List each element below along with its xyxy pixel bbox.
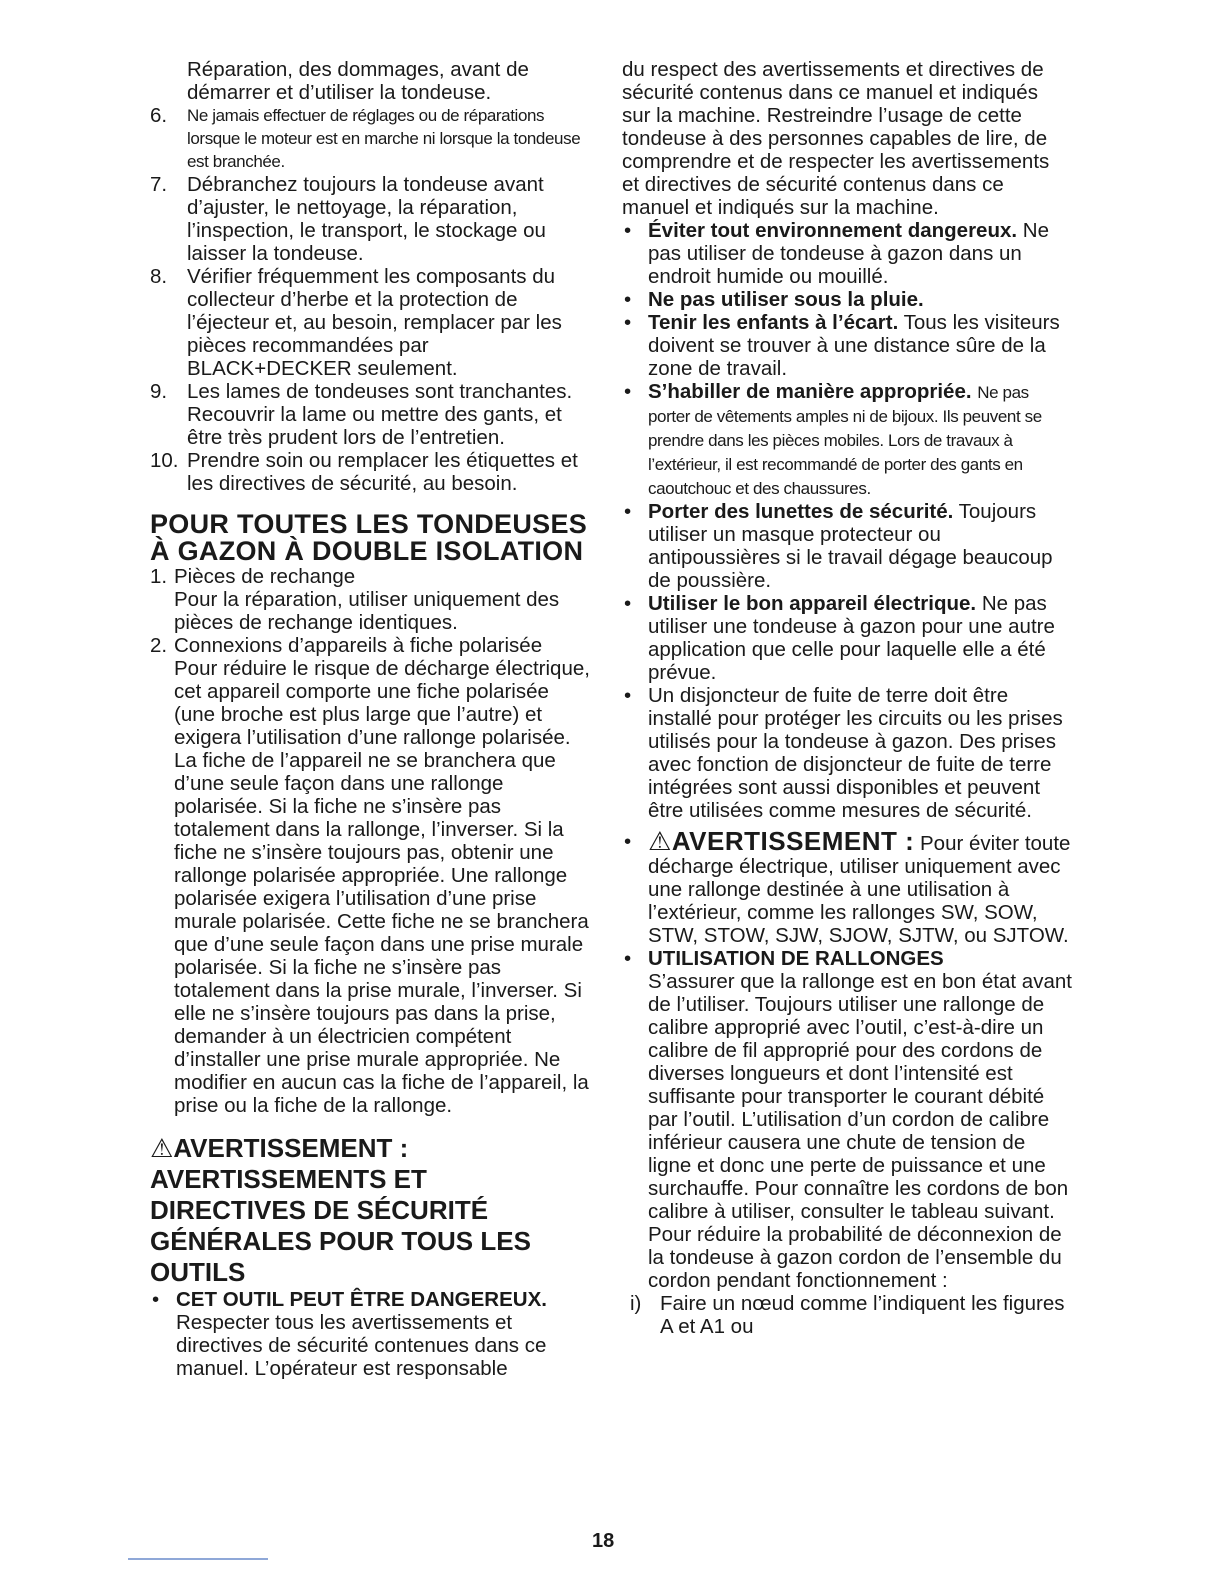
item-text: Les lames de tondeuses sont tranchantes. Recouvrir la lame ou mettre des gants, et être très prudent lors de l’entretien. xyxy=(187,380,573,449)
item-text: Pour réduire le risque de décharge électrique, cet appareil comporte une fiche polarisée (une broche est plus large que l’autre) et exigera l’utilisation d’une rallonge polarisée. La fiche de l’appareil ne se branchera que d’une seule façon dans une rallonge polarisée. Si la fiche ne s’insère pas totalement dans la rallonge, l’inverser. Si la fiche ne s’insère toujours pas, obtenir une rallonge polarisée appropriée. Une rallonge polarisée exigera l’utilisation d’une prise murale polarisée. Cette fiche ne se branchera que d’une seule façon dans une prise murale polarisée. Si la fiche ne s’insère pas totalement dans la prise murale, l’inverser. Si elle ne s’insère toujours pas dans la prise, demander à un électricien compétent d’installer une prise murale appropriée. Ne modifier en aucun cas la fiche de l’appareil, la prise ou la fiche de la rallonge. xyxy=(174,657,590,1117)
list-item xyxy=(622,500,1072,592)
bullet-bold: Ne pas utiliser sous la pluie. xyxy=(648,288,924,311)
bullet-icon: • xyxy=(624,500,632,523)
left-column xyxy=(150,58,590,1380)
bullet-text: Ne pas utiliser une tondeuse à gazon pour une autre application que celle pour laquelle elle a été prévue. xyxy=(648,592,1055,684)
bullet-icon: • xyxy=(624,947,632,970)
list-item xyxy=(150,173,590,265)
bullet-text: Un disjoncteur de fuite de terre doit être installé pour protéger les circuits ou les prises utilisés pour la tondeuse à gazon. Des prises avec fonction de disjoncteur de fuite de terre intégrées sont aussi disponibles et peuvent être utilisées comme mesures de sécurité. xyxy=(648,684,1063,822)
list-item xyxy=(622,288,1072,311)
section-title: AVERTISSEMENTS ET DIRECTIVES DE SÉCURITÉ GÉNÉRALES POUR TOUS LES OUTILS xyxy=(150,1164,531,1287)
item-number: 10. xyxy=(150,449,179,472)
intro-continuation: Réparation, des dommages, avant de démarrer et d’utiliser la tondeuse. xyxy=(187,58,529,104)
bullet-text: Ne pas porter de vêtements amples ni de bijoux. Ils peuvent se prendre dans les pièces mobiles. Lors de travaux à l’extérieur, il est recommandé de porter des gants en caoutchouc et des chaussures. xyxy=(648,383,1042,498)
bullet-bold: CET OUTIL PEUT ÊTRE DANGEREUX. xyxy=(176,1288,547,1311)
warning-label: ⚠AVERTISSEMENT : xyxy=(648,826,915,856)
warning-text: Pour éviter toute décharge électrique, utiliser uniquement avec une rallonge destinée à une utilisation à l’extérieur, comme les rallonges SW, SOW, STW, STOW, SJW, SJOW, SJTW, ou SJTOW. xyxy=(648,832,1071,947)
intro-continuation: du respect des avertissements et directives de sécurité contenus dans ce manuel et indiqués sur la machine. Restreindre l’usage de cette tondeuse à des personnes capables de lire, de comprendre et de respecter les avertissements et directives de sécurité contenus dans ce manuel et indiqués sur la machine. xyxy=(622,58,1050,219)
section-heading-double-insulation: POUR TOUTES LES TONDEUSES À GAZON À DOUBLE ISOLATION xyxy=(150,509,588,566)
warning-block xyxy=(622,826,1072,947)
roman-text: Faire un nœud comme l’indiquent les figures A et A1 ou xyxy=(660,1292,1065,1338)
warning-triangle-icon: ⚠ xyxy=(648,826,672,856)
bullet-icon: • xyxy=(152,1288,160,1311)
extension-cord-title: UTILISATION DE RALLONGES xyxy=(648,947,944,970)
bullet-icon: • xyxy=(624,592,632,615)
bullet-bold: Éviter tout environnement dangereux. xyxy=(648,219,1018,242)
footer-rule xyxy=(128,1558,268,1560)
bullet-text: Toujours utiliser un masque protecteur ou antipoussières si le travail dégage beaucoup de poussière. xyxy=(648,500,1053,592)
bullet-icon: • xyxy=(624,830,632,853)
list-item xyxy=(150,104,590,173)
warning-triangle-icon: ⚠ xyxy=(150,1133,174,1163)
item-number: 2. xyxy=(150,634,168,657)
list-item xyxy=(150,265,590,380)
item-number: 6. xyxy=(150,104,168,127)
item-number: 1. xyxy=(150,565,168,588)
list-item xyxy=(622,592,1072,684)
list-item xyxy=(150,380,590,449)
item-text: Vérifier fréquemment les composants du collecteur d’herbe et la protection de l’éjecteur et, au besoin, remplacer par les pièces recommandées par BLACK+DECKER seulement. xyxy=(187,265,562,380)
bullet-text: Ne pas utiliser de tondeuse à gazon dans un endroit humide ou mouillé. xyxy=(648,219,1049,288)
item-number: 9. xyxy=(150,380,168,403)
roman-list-item xyxy=(622,1292,1072,1338)
item-text: Débranchez toujours la tondeuse avant d’ajuster, le nettoyage, la réparation, l’inspection, le transport, le stockage ou laisser la tondeuse. xyxy=(187,173,546,265)
item-number: 7. xyxy=(150,173,168,196)
item-text: Prendre soin ou remplacer les étiquettes et les directives de sécurité, au besoin. xyxy=(187,449,578,495)
bullet-bold: S’habiller de manière appropriée. xyxy=(648,380,972,403)
item-text: Ne jamais effectuer de réglages ou de réparations lorsque le moteur est en marche ni lorsque la tondeuse est branchée. xyxy=(187,106,581,171)
bullet-text: Respecter tous les avertissements et directives de sécurité contenues dans ce manuel. L’opérateur est responsable xyxy=(176,1311,547,1380)
section-heading-general-warnings xyxy=(150,1133,590,1288)
list-item xyxy=(150,449,590,495)
right-column xyxy=(622,58,1072,1338)
item-number: 8. xyxy=(150,265,168,288)
list-item xyxy=(622,311,1072,380)
bullet-icon: • xyxy=(624,684,632,707)
list-item xyxy=(622,219,1072,288)
item-title: Connexions d’appareils à fiche polarisée xyxy=(174,634,543,657)
item-title: Pièces de rechange xyxy=(174,565,356,588)
bullet-icon: • xyxy=(624,219,632,242)
bullet-icon: • xyxy=(624,311,632,334)
page-number: 18 xyxy=(592,1530,615,1552)
list-item xyxy=(622,684,1072,822)
list-item xyxy=(150,634,590,1117)
double-insulation-list xyxy=(150,565,590,1117)
list-item xyxy=(150,565,590,634)
bullet-text: Tous les visiteurs doivent se trouver à une distance sûre de la zone de travail. xyxy=(648,311,1060,380)
list-item xyxy=(150,1288,590,1380)
extension-cord-text: S’assurer que la rallonge est en bon état avant de l’utiliser. Toujours utiliser une rallonge de calibre approprié avec l’outil, c’est-à-dire un calibre de fil approprié pour des cordons de diverses longueurs et dont l’intensité est suffisante pour transporter le courant débité par l’outil. L’utilisation d’un cordon de calibre inférieur causera une chute de tension de ligne et donc une perte de puissance et une surchauffe. Pour connaître les cordons de bon calibre à utiliser, consulter le tableau suivant. Pour réduire la probabilité de déconnexion de la tondeuse à gazon cordon de l’ensemble du cordon pendant fonctionnement : xyxy=(648,970,1072,1292)
list-item xyxy=(622,380,1072,500)
list-item xyxy=(622,947,1072,1292)
bullet-bold: Tenir les enfants à l’écart. xyxy=(648,311,899,334)
bullet-bold: Porter des lunettes de sécurité. xyxy=(648,500,954,523)
bullet-icon: • xyxy=(624,380,632,403)
bullet-bold: Utiliser le bon appareil électrique. xyxy=(648,592,977,615)
warning-label: AVERTISSEMENT : xyxy=(173,1133,409,1163)
item-text: Pour la réparation, utiliser uniquement des pièces de rechange identiques. xyxy=(174,588,560,634)
bullet-icon: • xyxy=(624,288,632,311)
roman-number: i) xyxy=(630,1292,642,1315)
